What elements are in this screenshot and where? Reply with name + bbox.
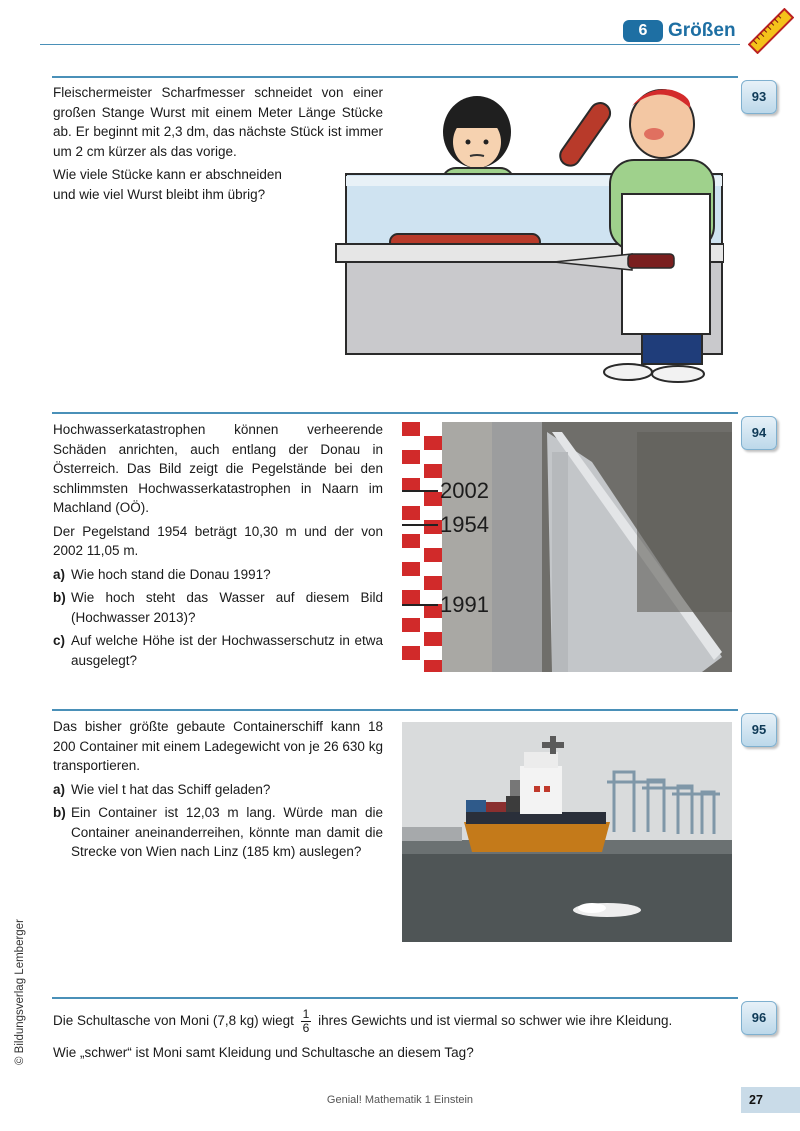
chapter-title: Größen	[668, 20, 736, 41]
task-95-text	[53, 717, 383, 862]
task-93-question: Wie viele Stücke kann er abschneiden und wie viel Wurst bleibt ihm übrig?	[53, 167, 282, 202]
flood-marks-photo	[402, 422, 732, 672]
task-93-rule	[52, 76, 738, 78]
task-95-item-a: a) Wie viel t hat das Schiff geladen?	[53, 781, 271, 797]
task-93-paragraph: Fleischermeister Scharfmesser schneidet von einer großen Stange Wurst mit einem Meter Länge Stücke ab. Er beginnt mit 2,3 dm, das nächste Stück ist immer um 2 cm kürzer als das vorige.	[53, 85, 383, 159]
ruler-icon	[748, 8, 794, 54]
task-95-paragraph: Das bisher größte gebaute Containerschiff kann 18 200 Container mit einem Ladegewicht von je 26 630 kg transportieren.	[53, 719, 383, 773]
task-95-item-b: b) Ein Container ist 12,03 m lang. Würde man die Container aneinanderreihen, könnte man damit die Strecke von Wien nach Linz (185 km) auslegen?	[53, 805, 383, 859]
page-number: 27	[741, 1087, 800, 1113]
header-rule	[40, 44, 740, 45]
task-96-line-2: Wie „schwer“ ist Moni samt Kleidung und Schultasche an diesem Tag?	[53, 1045, 474, 1060]
task-96-line-1: Die Schultasche von Moni (7,8 kg) wiegt $\frac{1}{6}$ ihres Gewichts und ist viermal so schwer wie ihre Kleidung.	[53, 1007, 673, 1035]
container-ship-photo	[402, 722, 732, 942]
task-93-number: 93	[741, 80, 777, 114]
task-94-number: 94	[741, 416, 777, 450]
task-94-item-a: a) Wie hoch stand die Donau 1991?	[53, 566, 271, 582]
task-94-item-b: b) Wie hoch steht das Wasser auf diesem Bild (Hochwasser 2013)?	[53, 590, 383, 625]
copyright-notice: © Bildungsverlag Lemberger	[14, 919, 26, 1065]
task-96-number: 96	[741, 1001, 777, 1035]
task-94-levels: Der Pegelstand 1954 beträgt 10,30 m und der von 2002 11,05 m.	[53, 523, 383, 558]
butcher-illustration	[332, 84, 724, 384]
task-94-text	[53, 420, 383, 670]
task-94-item-c: c) Auf welche Höhe ist der Hochwasserschutz in etwa ausgelegt?	[53, 633, 383, 668]
flood-mark-1991: 1991	[440, 592, 489, 617]
fraction-one-sixth: $\frac{1}{6}$	[302, 1007, 310, 1035]
task-94-paragraph: Hochwasserkatastrophen können verheerende Schäden anrichten, auch entlang der Donau in Österreich. Das Bild zeigt die Pegelstände bei den schlimmsten Hochwasserkatastrophen in Naarn im Machland (OÖ).	[53, 422, 383, 515]
book-title: Genial! Mathematik 1 Einstein	[326, 1094, 474, 1106]
task-96-text	[53, 1008, 733, 1063]
task-95-number: 95	[741, 713, 777, 747]
chapter-number-badge: 6	[623, 20, 663, 42]
task-95-rule	[52, 709, 738, 711]
flood-mark-2002: 2002	[440, 478, 489, 503]
flood-mark-1954: 1954	[440, 512, 489, 537]
task-96-rule	[52, 997, 738, 999]
task-94-rule	[52, 412, 738, 414]
